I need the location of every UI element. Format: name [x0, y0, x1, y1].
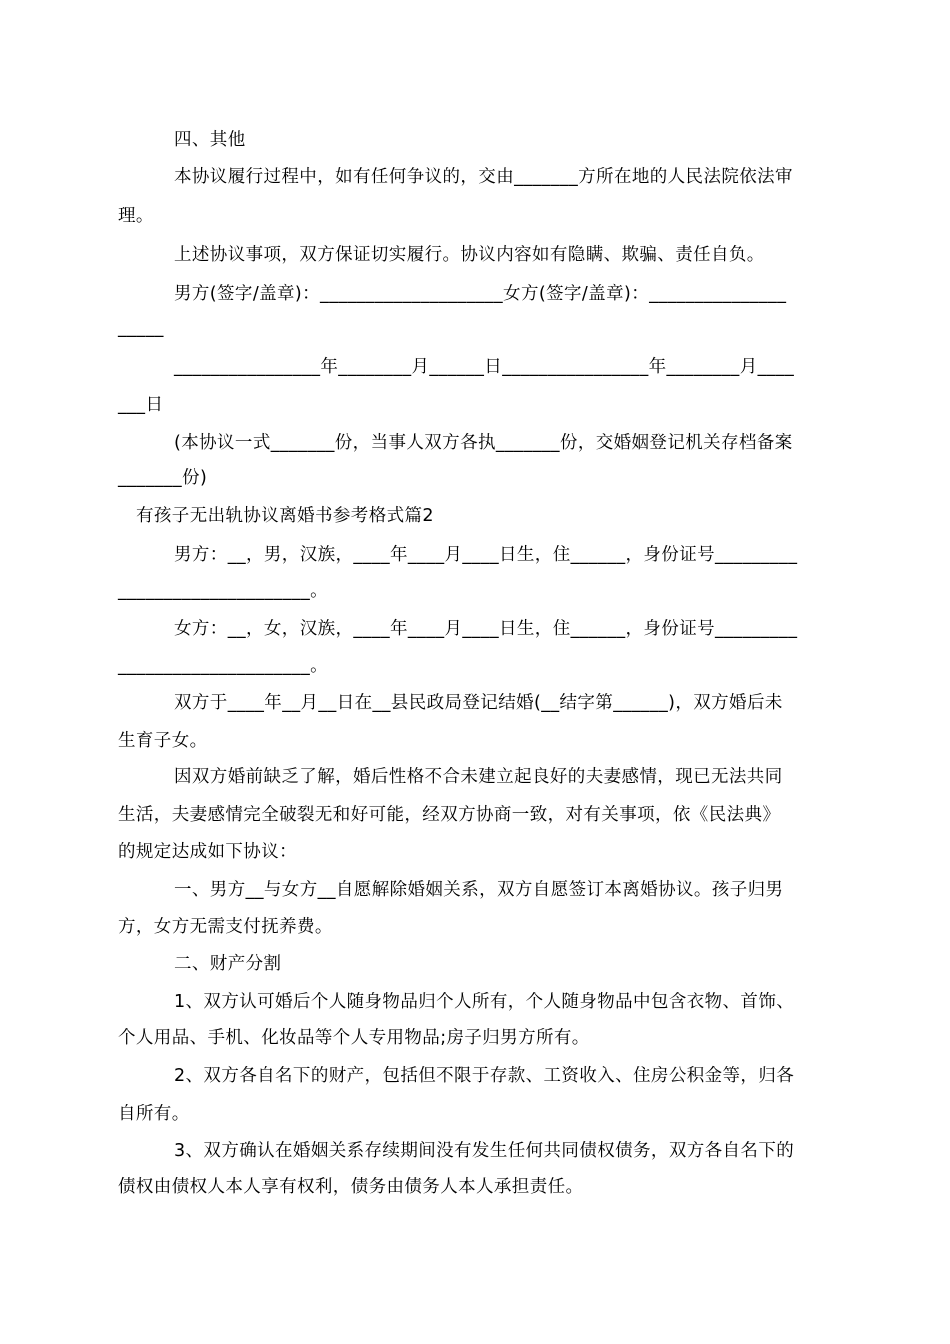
signature-line-continued: _____	[118, 318, 164, 338]
divorce-reason-line3: 的规定达成如下协议：	[118, 842, 297, 862]
signature-line: 男方(签字/盖章)：____________________女方(签字/盖章)：_______________	[174, 284, 787, 304]
property-item2-line2: 自所有。	[118, 1104, 190, 1124]
man-info-line2: _____________________。	[118, 581, 329, 601]
property-item1-line1: 1、双方认可婚后个人随身物品归个人所有，个人随身物品中包含衣物、首饰、	[174, 992, 795, 1012]
clause1-line2: 方，女方无需支付抚养费。	[118, 917, 333, 937]
date-line-continued: ___日	[118, 395, 164, 415]
dispute-clause-line2: 理。	[118, 206, 154, 226]
divorce-reason-line1: 因双方婚前缺乏了解，婚后性格不合未建立起良好的夫妻感情，现已无法共同	[174, 767, 783, 787]
property-item3-line1: 3、双方确认在婚姻关系存续期间没有发生任何共同债权债务，双方各自名下的	[174, 1141, 795, 1161]
man-info-line1: 男方：__，男，汉族，____年____月____日生，住______，身份证号_________	[174, 545, 798, 565]
property-item1-line2: 个人用品、手机、化妆品等个人专用物品;房子归男方所有。	[118, 1028, 590, 1048]
woman-info-line1: 女方：__，女，汉族，____年____月____日生，住______，身份证号_________	[174, 619, 798, 639]
clause1-line1: 一、男方__与女方__自愿解除婚姻关系，双方自愿签订本离婚协议。孩子归男	[174, 880, 784, 900]
date-line: ________________年________月______日________________年________月____	[174, 357, 795, 377]
article-title: 有孩子无出轨协议离婚书参考格式篇2	[136, 506, 434, 526]
copies-clause-line1: (本协议一式_______份，当事人双方各执_______份，交婚姻登记机关存档备案	[174, 433, 793, 453]
woman-info-line2: _____________________。	[118, 656, 329, 676]
dispute-clause-line1: 本协议履行过程中，如有任何争议的，交由_______方所在地的人民法院依法审	[174, 167, 793, 187]
property-item2-line1: 2、双方各自名下的财产，包括但不限于存款、工资收入、住房公积金等，归各	[174, 1066, 795, 1086]
divorce-reason-line2: 生活，夫妻感情完全破裂无和好可能，经双方协商一致，对有关事项，依《民法典》	[118, 805, 781, 825]
copies-clause-line2: _______份)	[118, 468, 208, 488]
marriage-record-line1: 双方于____年__月__日在__县民政局登记结婚(__结字第______)，双方婚后未	[174, 693, 783, 713]
marriage-record-line2: 生育子女。	[118, 731, 208, 751]
guarantee-clause: 上述协议事项，双方保证切实履行。协议内容如有隐瞒、欺骗、责任自负。	[174, 245, 765, 265]
property-division-heading: 二、财产分割	[174, 954, 282, 974]
section-heading-other: 四、其他	[174, 130, 246, 150]
property-item3-line2: 债权由债权人本人享有权利，债务由债务人本人承担责任。	[118, 1177, 584, 1197]
